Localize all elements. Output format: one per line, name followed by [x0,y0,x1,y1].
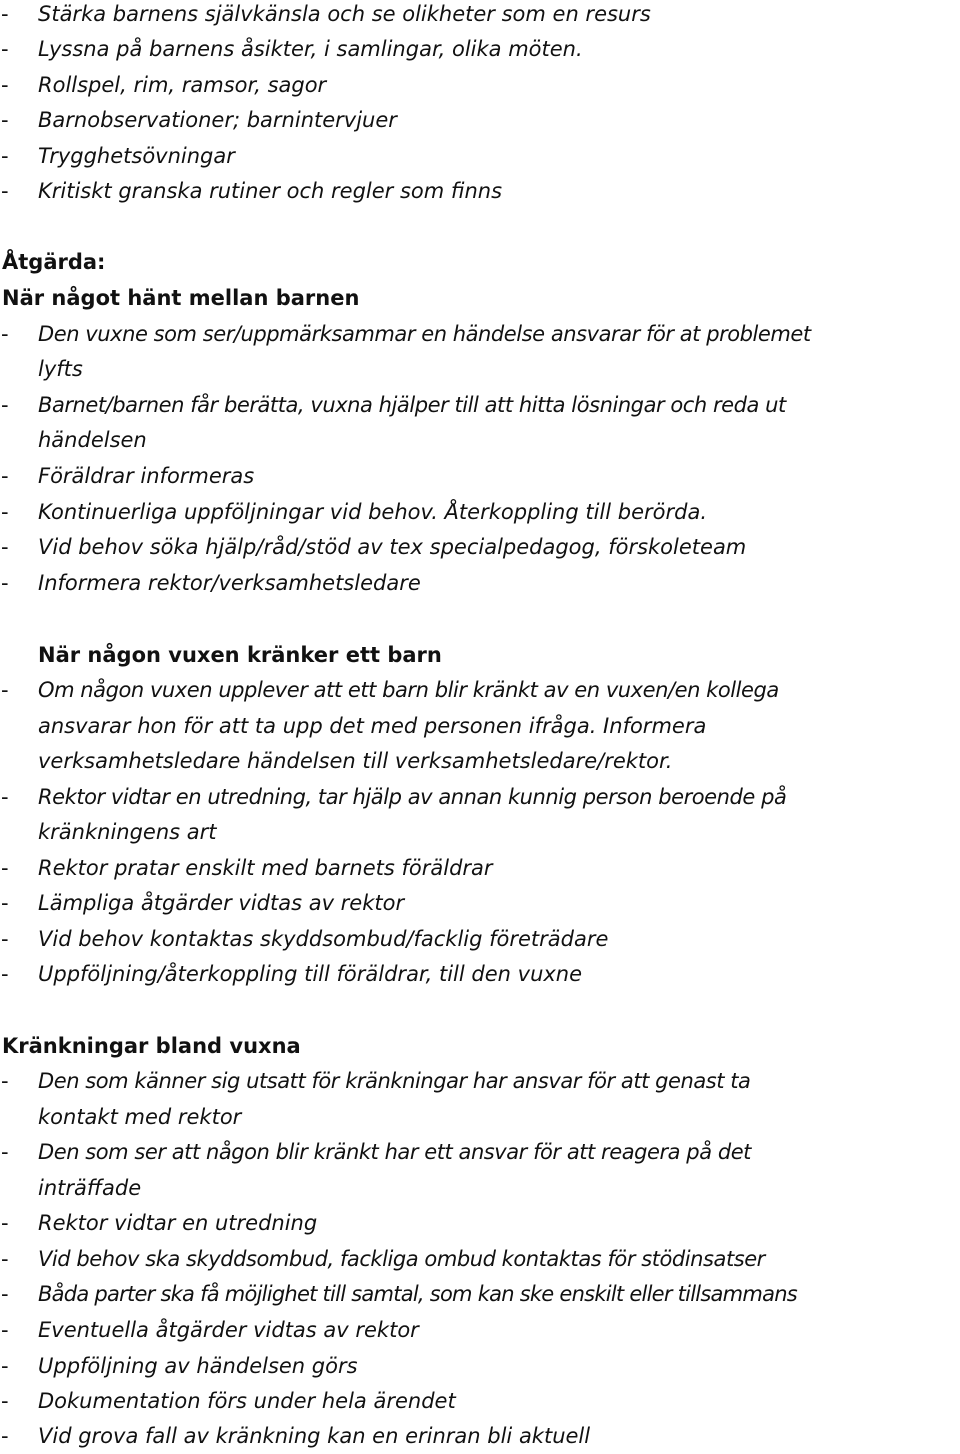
list-item [0,1419,960,1453]
list-item-text: Lyssna på barnens åsikter, i samlingar, olika möten. [38,37,583,61]
bullet-dash: - [1,464,9,488]
bullet-dash: - [1,785,9,809]
list-item [0,1135,960,1169]
list-item-text: Uppföljning/återkoppling till föräldrar, till den vuxne [38,962,583,986]
list-item-continuation [0,1100,960,1134]
list-item-text: Den som ser att någon blir kränkt har ett ansvar för att reagera på det [38,1140,751,1164]
section-heading [0,638,960,672]
list-item-text: Lämpliga åtgärder vidtas av rektor [38,891,405,915]
bullet-dash: - [1,1069,9,1093]
list-item [0,459,960,493]
list-item-text: Vid behov ska skyddsombud, fackliga ombud kontaktas för stödinsatser [38,1247,765,1271]
list-item [0,388,960,422]
list-item-text: Båda parter ska få möjlighet till samtal, som kan ske enskilt eller tillsammans [38,1282,797,1306]
list-item-continuation [0,744,960,778]
bullet-dash: - [1,678,9,702]
list-item-text: Den som känner sig utsatt för kränkningar har ansvar för att genast ta [38,1069,751,1093]
list-item-text: Vid behov kontaktas skyddsombud/facklig företrädare [38,927,609,951]
list-item [0,1349,960,1383]
list-item-text: Den vuxne som ser/uppmärksammar en händelse ansvarar för at problemet [38,322,811,346]
list-item-continuation [0,423,960,457]
list-item-text: Informera rektor/verksamhetsledare [38,571,421,595]
list-item-text: Rollspel, rim, ramsor, sagor [38,73,327,97]
section-heading [0,281,960,315]
list-item [0,1242,960,1276]
bullet-dash: - [1,856,9,880]
list-item-text: Rektor pratar enskilt med barnets föräldrar [38,856,493,880]
list-item [0,780,960,814]
bullet-dash: - [1,571,9,595]
list-item [0,957,960,991]
list-item [0,1384,960,1418]
list-item-text: Vid behov söka hjälp/råd/stöd av tex specialpedagog, förskoleteam [38,535,747,559]
list-item-text: Om någon vuxen upplever att ett barn blir kränkt av en vuxen/en kollega [38,678,779,702]
section-heading [0,1029,960,1063]
list-item [0,851,960,885]
bullet-dash: - [1,1211,9,1235]
list-item-text: Rektor vidtar en utredning, tar hjälp av annan kunnig person beroende på [38,785,787,809]
list-item-text: Kritiskt granska rutiner och regler som finns [38,179,503,203]
bullet-dash: - [1,500,9,524]
list-item-text: Barnet/barnen får berätta, vuxna hjälper till att hitta lösningar och reda ut [38,393,786,417]
list-item-text: Kontinuerliga uppföljningar vid behov. Återkoppling till berörda. [38,500,708,524]
atgarda-heading: Åtgärda: [2,250,106,274]
list-item-text: Barnobservationer; barnintervjuer [38,108,397,132]
bullet-dash: - [1,1140,9,1164]
section1-heading: När något hänt mellan barnen [2,286,360,310]
list-item-text: Föräldrar informeras [38,464,255,488]
bullet-dash: - [1,891,9,915]
list-item-text: kränkningens art [38,820,217,844]
list-item-continuation [0,1171,960,1205]
bullet-dash: - [1,1389,9,1413]
section-heading [0,245,960,279]
bullet-dash: - [1,322,9,346]
list-item-text: Dokumentation förs under hela ärendet [38,1389,456,1413]
bullet-dash: - [1,144,9,168]
section2-heading: När någon vuxen kränker ett barn [38,643,442,667]
bullet-dash: - [1,1247,9,1271]
list-item-text: händelsen [38,428,147,452]
list-item [0,139,960,173]
list-item-text: Rektor vidtar en utredning [38,1211,318,1235]
list-item-text: Vid grova fall av kränkning kan en erinran bli aktuell [38,1424,591,1448]
list-item-continuation [0,815,960,849]
list-item [0,317,960,351]
list-item-continuation [0,709,960,743]
bullet-dash: - [1,1354,9,1378]
list-item-text: kontakt med rektor [38,1105,242,1129]
list-item [0,530,960,564]
list-item-text: ansvarar hon för att ta upp det med personen ifråga. Informera [38,714,707,738]
list-item-text: verksamhetsledare händelsen till verksamhetsledare/rektor. [38,749,673,773]
bullet-dash: - [1,1318,9,1342]
list-item-continuation [0,352,960,386]
list-item [0,886,960,920]
bullet-dash: - [1,962,9,986]
bullet-dash: - [1,37,9,61]
list-item [0,1313,960,1347]
list-item [0,1277,960,1311]
list-item [0,174,960,208]
list-item [0,1064,960,1098]
list-item [0,68,960,102]
bullet-dash: - [1,179,9,203]
bullet-dash: - [1,2,9,26]
bullet-dash: - [1,73,9,97]
list-item [0,103,960,137]
bullet-dash: - [1,108,9,132]
list-item [0,0,960,31]
list-item [0,566,960,600]
list-item [0,673,960,707]
list-item [0,495,960,529]
section3-heading: Kränkningar bland vuxna [2,1034,301,1058]
list-item-text: Uppföljning av händelsen görs [38,1354,358,1378]
list-item-text: Trygghetsövningar [38,144,235,168]
bullet-dash: - [1,927,9,951]
list-item-text: Eventuella åtgärder vidtas av rektor [38,1318,419,1342]
list-item-text: lyfts [38,357,83,381]
bullet-dash: - [1,1282,9,1306]
bullet-dash: - [1,393,9,417]
list-item [0,922,960,956]
list-item [0,32,960,66]
list-item-text: Stärka barnens självkänsla och se olikheter som en resurs [38,2,651,26]
list-item [0,1206,960,1240]
bullet-dash: - [1,535,9,559]
list-item-text: inträffade [38,1176,142,1200]
bullet-dash: - [1,1424,9,1448]
